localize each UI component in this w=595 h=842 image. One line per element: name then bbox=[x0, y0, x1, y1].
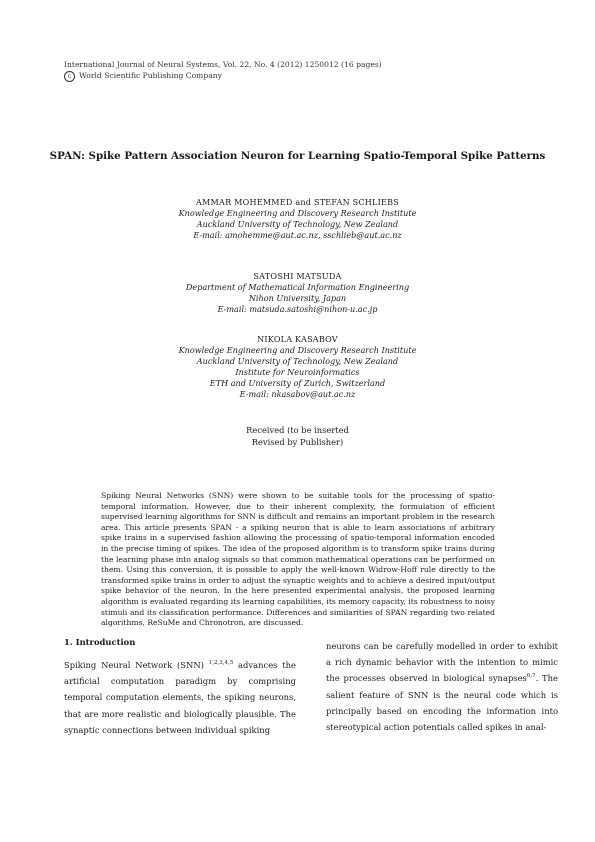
abstract: Spiking Neural Networks (SNN) were shown to be suitable tools for the processing of spatio-temporal information. However, due to their inherent complexity, the formulation of efficient supervised learning algorithms for SNN is difficult and remains an important problem in the research area. This article presents SPAN - a spiking neuron that is able to learn associations of arbitrary spike trains in a supervised fashion allowing the processing of spatio-temporal information encoded in the precise timing of spikes. The idea of the proposed algorithm is to transform spike trains during the learning phase into analog signals so that common mathematical operations can be performed on them. Using this conversion, it is possible to apply the well-known Widrow-Hoff rule directly to the transformed spike trains in order to adjust the synaptic weights and to achieve a desired input/output spike behavior of the neuron. In the here presented experimental analysis, the proposed learning algorithm is evaluated regarding its learning capabilities, its memory capacity, its robustness to noisy stimuli and its classification performance. Differences and similarities of SPAN regarding two related algorithms, ReSuMe and Chronotron, are discussed. bbox=[101, 491, 495, 628]
body-text: . The salient feature of SNN is the neural code which is principally based on encoding the information into stereotypical action potentials called spikes in anal- bbox=[326, 673, 558, 733]
body-column-left bbox=[64, 657, 296, 738]
affiliation-line: ETH and University of Zurich, Switzerland bbox=[209, 378, 386, 388]
affiliation-line: Auckland University of Technology, New Zealand bbox=[196, 356, 399, 366]
journal-header bbox=[64, 59, 382, 82]
author-names: NIKOLA KASABOV bbox=[257, 334, 338, 344]
revised-line: Revised by Publisher) bbox=[251, 437, 344, 447]
author-email: E-mail: matsuda.satoshi@nihon-u.ac.jp bbox=[217, 304, 378, 314]
affiliation-line: Auckland University of Technology, New Zealand bbox=[196, 219, 399, 229]
body-column-right bbox=[326, 638, 558, 735]
affiliation-line: Nihon University, Japan bbox=[248, 293, 347, 303]
publisher-name: World Scientific Publishing Company bbox=[79, 71, 222, 80]
section-heading: 1. Introduction bbox=[64, 637, 136, 647]
affiliation-line: Department of Mathematical Information Engineering bbox=[185, 282, 410, 292]
author-email: E-mail: amohemme@aut.ac.nz, sschlieb@aut.ac.nz bbox=[193, 230, 402, 240]
author-names: AMMAR MOHEMMED and STEFAN SCHLIEBS bbox=[196, 197, 399, 207]
body-text: Spiking Neural Network (SNN) bbox=[64, 660, 209, 670]
affiliation-line: Institute for Neuroinformatics bbox=[235, 367, 360, 377]
citation-ref: 6,7 bbox=[526, 673, 536, 680]
affiliation-line: Knowledge Engineering and Discovery Research Institute bbox=[178, 345, 417, 355]
author-email: E-mail: nkasabov@aut.ac.nz bbox=[239, 389, 356, 399]
body-text: advances the artificial computation paradigm by comprising temporal computation elements, the spiking neurons, that are more realistic and biologically plausible. The synaptic connections between individual spiking bbox=[64, 660, 296, 735]
author-names: SATOSHI MATSUDA bbox=[253, 271, 342, 281]
body-text: neurons can be carefully modelled in order to exhibit a rich dynamic behavior with the intention to mimic the processes observed in biological synapses bbox=[326, 641, 558, 684]
publisher-line bbox=[64, 70, 382, 82]
author-group-3 bbox=[0, 334, 595, 400]
author-group-1 bbox=[0, 197, 595, 241]
citation-ref: 1,2,3,4,5 bbox=[208, 660, 234, 667]
author-group-2 bbox=[0, 271, 595, 315]
received-block bbox=[0, 424, 595, 448]
paper-title: SPAN: Spike Pattern Association Neuron for Learning Spatio-Temporal Spike Patterns bbox=[49, 150, 546, 162]
received-line: Received (to be inserted bbox=[246, 425, 349, 435]
affiliation-line: Knowledge Engineering and Discovery Research Institute bbox=[178, 208, 417, 218]
journal-line: International Journal of Neural Systems, Vol. 22, No. 4 (2012) 1250012 (16 pages) bbox=[64, 60, 382, 69]
copyright-icon: c bbox=[64, 71, 75, 82]
